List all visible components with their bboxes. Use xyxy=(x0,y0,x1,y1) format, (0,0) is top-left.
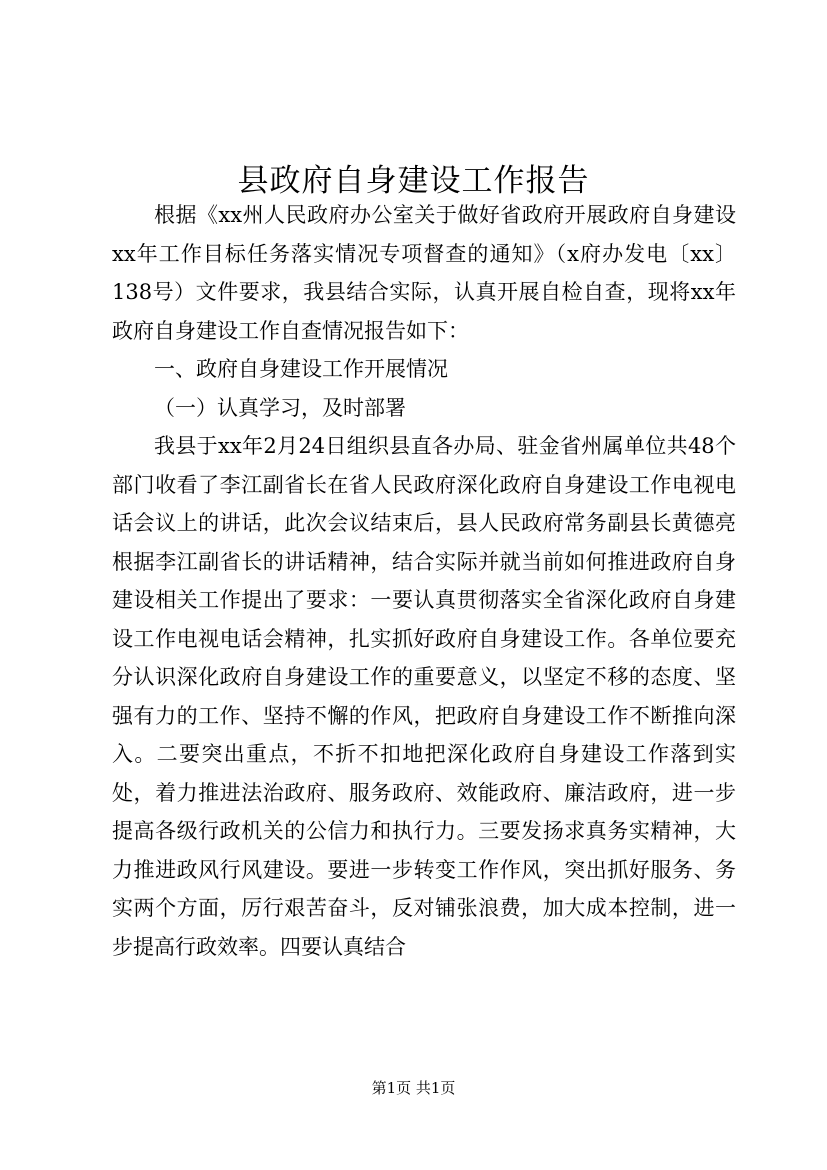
document-body xyxy=(112,196,736,966)
page-footer: 第1页 共1页 xyxy=(371,1079,456,1097)
body-paragraph: 我县于xx年2月24日组织县直各办局、驻金省州属单位共48个部门收看了李江副省长在省人民政府深化政府自身建设工作电视电话会议上的讲话，此次会议结束后，县人民政府常务副县长黄德亮根据李江副省长的讲话精神，结合实际并就当前如何推进政府自身建设相关工作提出了要求：一要认真贯彻落实全省深化政府自身建设工作电视电话会精神，扎实抓好政府自身建设工作。各单位要充分认识深化政府自身建设工作的重要意义，以坚定不移的态度、坚强有力的工作、坚持不懈的作风，把政府自身建设工作不断推向深入。二要突出重点，不折不扣地把深化政府自身建设工作落到实处，着力推进法治政府、服务政府、效能政府、廉洁政府，进一步提高各级行政机关的公信力和执行力。三要发扬求真务实精神，大力推进政风行风建设。要进一步转变工作作风，突出抓好服务、务实两个方面，厉行艰苦奋斗，反对铺张浪费，加大成本控制，进一步提高行政效率。四要认真结合 xyxy=(112,434,736,959)
intro-paragraph: 根据《xx州人民政府办公室关于做好省政府开展政府自身建设xx年工作目标任务落实情况专项督查的通知》（x府办发电〔xx〕138号）文件要求，我县结合实际，认真开展自检自查，现将xx年政府自身建设工作自查情况报告如下： xyxy=(112,203,736,343)
section-heading: 一、政府自身建设工作开展情况 xyxy=(154,357,448,381)
subsection-heading: （一）认真学习，及时部署 xyxy=(154,395,406,420)
document-title: 县政府自身建设工作报告 xyxy=(237,162,590,199)
